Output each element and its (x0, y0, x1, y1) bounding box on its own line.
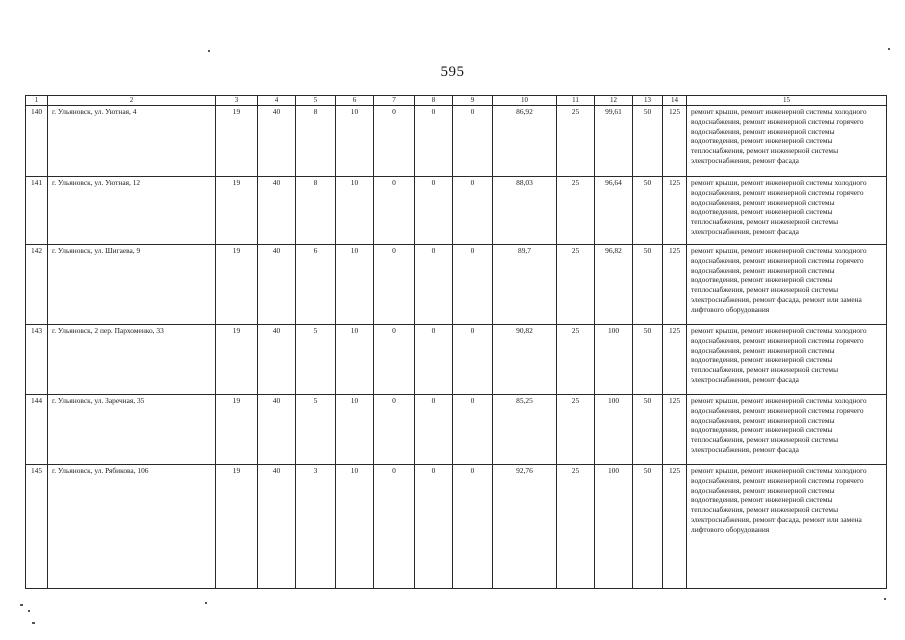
works-cell: ремонт крыши, ремонт инженерной системы холодного водоснабжения, ремонт инженерной системы горячего водоснабжения, ремонт инженерной системы водоотведения, ремонт инженерной системы теплоснабжения, ремонт инженерной системы электроснабжения, ремонт фасада, ремонт или замена лифтового оборудования (687, 465, 887, 589)
value-cell: 125 (663, 465, 687, 589)
value-cell: 10 (336, 245, 374, 325)
value-cell: 40 (258, 325, 296, 395)
value-cell: 6 (296, 245, 336, 325)
value-cell: 0 (453, 325, 493, 395)
column-header: 1 (26, 96, 48, 106)
value-cell: 50 (633, 106, 663, 177)
row-number-cell: 141 (26, 177, 48, 245)
value-cell: 19 (216, 465, 258, 589)
address-cell: г. Ульяновск, ул. Заречная, 35 (48, 395, 216, 465)
address-cell: г. Ульяновск, 2 пер. Пархоменко, 33 (48, 325, 216, 395)
value-cell: 50 (633, 395, 663, 465)
column-header: 10 (493, 96, 557, 106)
scan-speck (208, 50, 210, 52)
housing-repair-table (25, 95, 887, 589)
value-cell: 3 (296, 465, 336, 589)
address-cell: г. Ульяновск, ул. Уютная, 12 (48, 177, 216, 245)
value-cell: 0 (453, 465, 493, 589)
value-cell: 19 (216, 177, 258, 245)
value-cell: 125 (663, 325, 687, 395)
value-cell: 50 (633, 465, 663, 589)
value-cell: 92,76 (493, 465, 557, 589)
value-cell: 99,61 (595, 106, 633, 177)
table-row (26, 395, 887, 465)
value-cell: 0 (453, 106, 493, 177)
value-cell: 100 (595, 395, 633, 465)
value-cell: 86,92 (493, 106, 557, 177)
address-cell: г. Ульяновск, ул. Уютная, 4 (48, 106, 216, 177)
value-cell: 50 (633, 177, 663, 245)
value-cell: 19 (216, 325, 258, 395)
value-cell: 0 (453, 177, 493, 245)
column-header: 8 (415, 96, 453, 106)
value-cell: 96,82 (595, 245, 633, 325)
works-cell: ремонт крыши, ремонт инженерной системы холодного водоснабжения, ремонт инженерной системы горячего водоснабжения, ремонт инженерной системы водоотведения, ремонт инженерной системы теплоснабжения, ремонт инженерной системы электроснабжения, ремонт фасада (687, 325, 887, 395)
column-header: 5 (296, 96, 336, 106)
column-header: 15 (687, 96, 887, 106)
scan-speck (888, 48, 890, 50)
row-number-cell: 145 (26, 465, 48, 589)
value-cell: 25 (557, 245, 595, 325)
value-cell: 25 (557, 465, 595, 589)
column-header: 13 (633, 96, 663, 106)
value-cell: 0 (453, 245, 493, 325)
table-row (26, 245, 887, 325)
value-cell: 40 (258, 245, 296, 325)
value-cell: 0 (374, 106, 415, 177)
value-cell: 0 (374, 177, 415, 245)
value-cell: 10 (336, 465, 374, 589)
value-cell: 50 (633, 325, 663, 395)
value-cell: 125 (663, 395, 687, 465)
column-header: 9 (453, 96, 493, 106)
value-cell: 88,03 (493, 177, 557, 245)
value-cell: 5 (296, 325, 336, 395)
value-cell: 0 (415, 465, 453, 589)
row-number-cell: 143 (26, 325, 48, 395)
scan-speck (884, 598, 886, 600)
scan-speck (20, 604, 23, 606)
works-cell: ремонт крыши, ремонт инженерной системы холодного водоснабжения, ремонт инженерной системы горячего водоснабжения, ремонт инженерной системы водоотведения, ремонт инженерной системы теплоснабжения, ремонт инженерной системы электроснабжения, ремонт фасада (687, 395, 887, 465)
value-cell: 85,25 (493, 395, 557, 465)
value-cell: 25 (557, 106, 595, 177)
value-cell: 0 (415, 106, 453, 177)
value-cell: 90,82 (493, 325, 557, 395)
value-cell: 25 (557, 325, 595, 395)
table-row (26, 465, 887, 589)
column-header: 4 (258, 96, 296, 106)
row-number-cell: 142 (26, 245, 48, 325)
column-header: 7 (374, 96, 415, 106)
value-cell: 10 (336, 325, 374, 395)
value-cell: 8 (296, 177, 336, 245)
scan-speck (32, 622, 35, 624)
value-cell: 125 (663, 177, 687, 245)
row-number-cell: 144 (26, 395, 48, 465)
address-cell: г. Ульяновск, ул. Шигаева, 9 (48, 245, 216, 325)
table-row (26, 177, 887, 245)
column-header: 6 (336, 96, 374, 106)
scan-speck (28, 610, 30, 612)
value-cell: 8 (296, 106, 336, 177)
column-header: 11 (557, 96, 595, 106)
value-cell: 0 (374, 465, 415, 589)
scan-speck (205, 602, 207, 604)
value-cell: 0 (453, 395, 493, 465)
value-cell: 0 (374, 245, 415, 325)
value-cell: 0 (374, 395, 415, 465)
value-cell: 125 (663, 106, 687, 177)
table-row (26, 106, 887, 177)
value-cell: 40 (258, 395, 296, 465)
value-cell: 40 (258, 465, 296, 589)
value-cell: 5 (296, 395, 336, 465)
value-cell: 40 (258, 106, 296, 177)
table-row (26, 325, 887, 395)
value-cell: 10 (336, 395, 374, 465)
column-header: 2 (48, 96, 216, 106)
value-cell: 40 (258, 177, 296, 245)
value-cell: 0 (415, 245, 453, 325)
column-number-row (26, 96, 887, 106)
works-cell: ремонт крыши, ремонт инженерной системы холодного водоснабжения, ремонт инженерной системы горячего водоснабжения, ремонт инженерной системы водоотведения, ремонт инженерной системы теплоснабжения, ремонт инженерной системы электроснабжения, ремонт фасада, ремонт или замена лифтового оборудования (687, 245, 887, 325)
value-cell: 0 (374, 325, 415, 395)
value-cell: 19 (216, 395, 258, 465)
value-cell: 10 (336, 106, 374, 177)
value-cell: 19 (216, 245, 258, 325)
value-cell: 25 (557, 395, 595, 465)
value-cell: 125 (663, 245, 687, 325)
value-cell: 96,64 (595, 177, 633, 245)
value-cell: 25 (557, 177, 595, 245)
address-cell: г. Ульяновск, ул. Рябикова, 106 (48, 465, 216, 589)
value-cell: 89,7 (493, 245, 557, 325)
value-cell: 0 (415, 325, 453, 395)
works-cell: ремонт крыши, ремонт инженерной системы холодного водоснабжения, ремонт инженерной системы горячего водоснабжения, ремонт инженерной системы водоотведения, ремонт инженерной системы теплоснабжения, ремонт инженерной системы электроснабжения, ремонт фасада (687, 106, 887, 177)
value-cell: 50 (633, 245, 663, 325)
works-cell: ремонт крыши, ремонт инженерной системы холодного водоснабжения, ремонт инженерной системы горячего водоснабжения, ремонт инженерной системы водоотведения, ремонт инженерной системы теплоснабжения, ремонт инженерной системы электроснабжения, ремонт фасада (687, 177, 887, 245)
value-cell: 100 (595, 325, 633, 395)
value-cell: 0 (415, 395, 453, 465)
column-header: 12 (595, 96, 633, 106)
value-cell: 10 (336, 177, 374, 245)
page-number: 595 (440, 64, 465, 80)
value-cell: 0 (415, 177, 453, 245)
column-header: 3 (216, 96, 258, 106)
row-number-cell: 140 (26, 106, 48, 177)
value-cell: 19 (216, 106, 258, 177)
column-header: 14 (663, 96, 687, 106)
value-cell: 100 (595, 465, 633, 589)
